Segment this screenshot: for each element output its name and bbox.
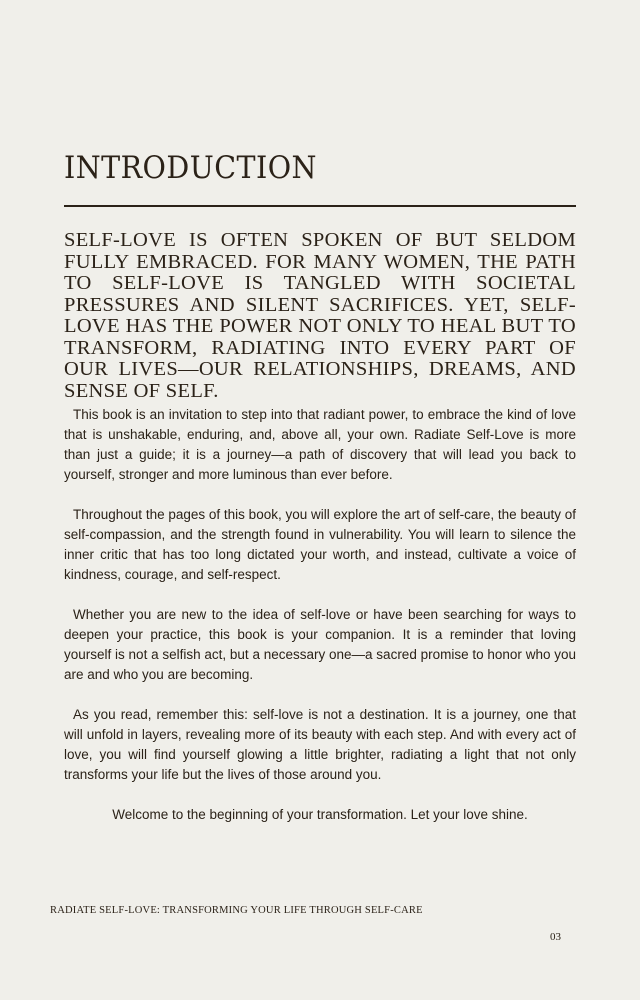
- title-divider: [64, 205, 576, 207]
- body-paragraph-1: This book is an invitation to step into that radiant power, to embrace the kind of love that is unshakable, enduring, and, above all, your own. Radiate Self-Love is more than just a guide; it is a journey—a path of discovery that will lead you back to yourself, stronger and more luminous than ever before.: [64, 407, 576, 482]
- closing-line: Welcome to the beginning of your transformation. Let your love shine.: [112, 807, 528, 822]
- footer-book-title: RADIATE SELF-LOVE: TRANSFORMING YOUR LIFE THROUGH SELF-CARE: [50, 905, 423, 916]
- body-paragraph-4: As you read, remember this: self-love is not a destination. It is a journey, one that will unfold in layers, revealing more of its beauty with each step. And with every act of love, you will find yourself glowing a little brighter, radiating a light that not only transforms your life but the lives of those around you.: [64, 707, 576, 782]
- body-paragraph-2: Throughout the pages of this book, you will explore the art of self-care, the beauty of self-compassion, and the strength found in vulnerability. You will learn to silence the inner critic that has too long dictated your worth, and instead, cultivate a voice of kindness, courage, and self-respect.: [64, 507, 576, 582]
- body-text: [64, 405, 576, 845]
- lead-paragraph: SELF-LOVE IS OFTEN SPOKEN OF BUT SELDOM FULLY EMBRACED. FOR MANY WOMEN, THE PATH TO SELF-LOVE IS TANGLED WITH SOCIETAL PRESSURES AND SILENT SACRIFICES. YET, SELF-LOVE HAS THE POWER NOT ONLY TO HEAL BUT TO TRANSFORM, RADIATING INTO EVERY PART OF OUR LIVES—OUR RELATIONSHIPS, DREAMS, AND SENSE OF SELF.: [64, 229, 576, 402]
- body-paragraph-3: Whether you are new to the idea of self-love or have been searching for ways to deepen your practice, this book is your companion. It is a reminder that loving yourself is not a selfish act, but a necessary one—a sacred promise to honor who you are and who you are becoming.: [64, 607, 576, 682]
- chapter-title: INTRODUCTION: [64, 150, 317, 186]
- page-number: 03: [550, 931, 561, 943]
